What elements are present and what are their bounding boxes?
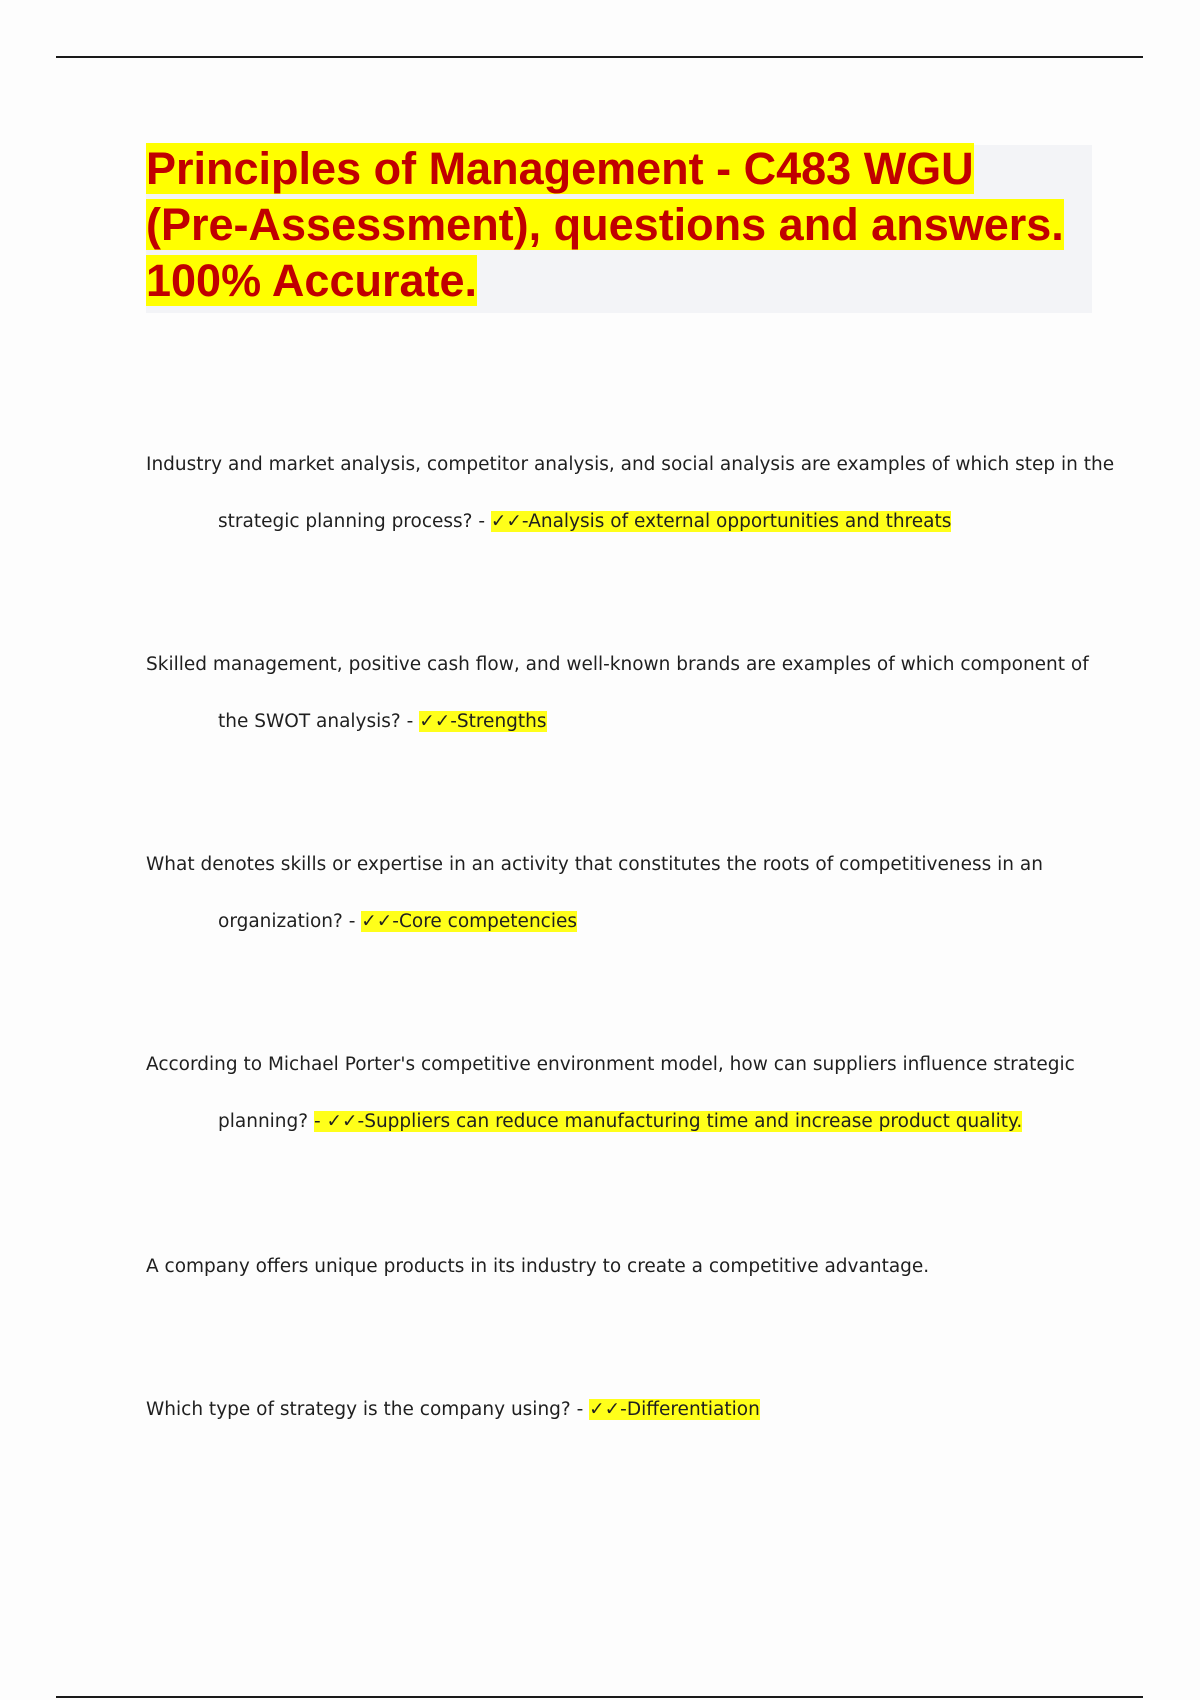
- question-4-continuation: [146, 1109, 1076, 1135]
- question-4-text: According to Michael Porter's competitive environment model, how can suppliers influence strategic: [146, 1054, 1075, 1075]
- document-title-text: Principles of Management - C483 WGU (Pre-Assessment), questions and answers. 100% Accurate.: [146, 143, 1064, 306]
- question-3-text: What denotes skills or expertise in an activity that constitutes the roots of competitiveness in an: [146, 854, 1043, 875]
- question-1-continuation: [146, 509, 1076, 535]
- question-4: [146, 1052, 1076, 1135]
- question-6-line: [146, 1397, 1076, 1423]
- question-1-text: Industry and market analysis, competitor analysis, and social analysis are examples of which step in the: [146, 454, 1115, 475]
- question-1-prompt: strategic planning process? -: [218, 511, 491, 532]
- answer-1: ✓✓-Analysis of external opportunities and threats: [490, 511, 952, 532]
- answer-3: ✓✓-Core competencies: [361, 911, 578, 932]
- question-4-prompt: planning?: [218, 1111, 314, 1132]
- question-5: [146, 1254, 1076, 1280]
- bottom-rule: [56, 1696, 1143, 1698]
- question-3: [146, 852, 1076, 935]
- question-2-prompt: the SWOT analysis? -: [218, 711, 420, 732]
- question-6-prompt: Which type of strategy is the company using? -: [146, 1399, 590, 1420]
- question-1: [146, 452, 1115, 535]
- answer-4: - ✓✓-Suppliers can reduce manufacturing time and increase product quality.: [313, 1111, 1023, 1132]
- question-2: [146, 652, 1089, 735]
- question-6: [146, 1397, 1076, 1423]
- document-title: [146, 141, 1066, 309]
- top-rule: [56, 56, 1143, 58]
- answer-6: ✓✓-Differentiation: [589, 1399, 760, 1420]
- answer-2: ✓✓-Strengths: [419, 711, 547, 732]
- question-3-continuation: [146, 909, 1076, 935]
- question-2-text: Skilled management, positive cash flow, and well-known brands are examples of which component of: [146, 654, 1089, 675]
- question-3-prompt: organization? -: [218, 911, 362, 932]
- question-2-continuation: [146, 709, 1076, 735]
- question-5-text: A company offers unique products in its industry to create a competitive advantage.: [146, 1256, 930, 1277]
